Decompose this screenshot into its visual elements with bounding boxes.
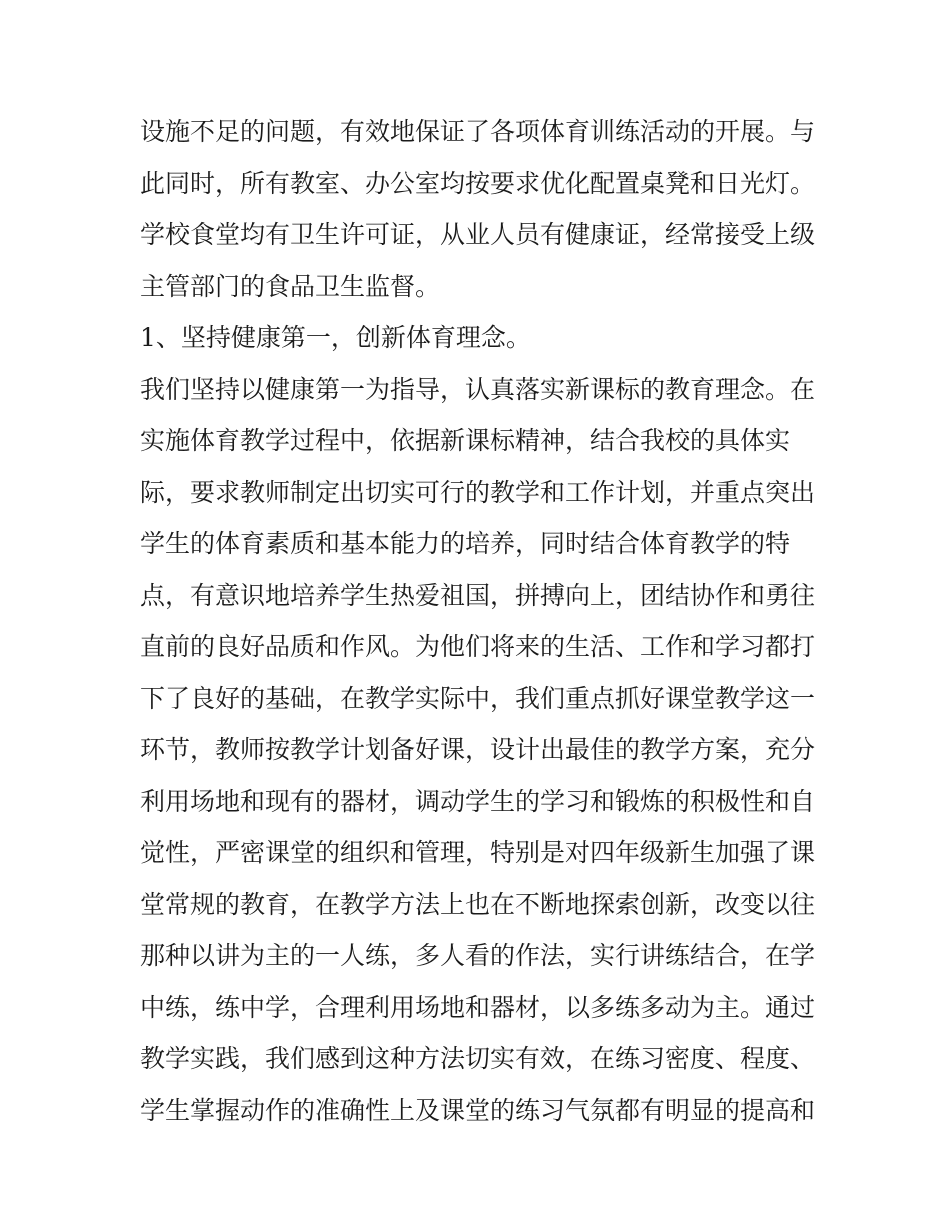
text-line: 教学实践，我们感到这种方法切实有效，在练习密度、程度、	[140, 1044, 816, 1073]
body-text	[140, 106, 820, 1136]
text-line: 点，有意识地培养学生热爱祖国，拼搏向上，团结协作和勇往	[140, 580, 816, 610]
text-line: 利用场地和现有的器材，调动学生的学习和锻炼的积极性和自	[140, 786, 816, 816]
text-line: 那种以讲为主的一人练，多人看的作法，实行讲练结合，在学	[140, 941, 816, 970]
text-line: 环节，教师按教学计划备好课，设计出最佳的教学方案，充分	[140, 735, 816, 764]
text-line: 直前的良好品质和作风。为他们将来的生活、工作和学习都打	[140, 632, 816, 661]
text-line: 下了良好的基础，在教学实际中，我们重点抓好课堂教学这一	[140, 683, 816, 713]
text-line: 我们坚持以健康第一为指导，认真落实新课标的教育理念。在	[140, 374, 816, 404]
text-line: 觉性，严密课堂的组织和管理，特别是对四年级新生加强了课	[140, 838, 816, 867]
text-line: 学生掌握动作的准确性上及课堂的练习气氛都有明显的提高和	[140, 1095, 816, 1125]
section-heading: 1、坚持健康第一，创新体育理念。	[140, 323, 531, 352]
text-line: 际，要求教师制定出切实可行的教学和工作计划，并重点突出	[140, 477, 816, 507]
text-line: 学生的体育素质和基本能力的培养，同时结合体育教学的特	[140, 529, 791, 558]
text-line: 主管部门的食品卫生监督。	[140, 271, 441, 301]
text-line: 学校食堂均有卫生许可证，从业人员有健康证，经常接受上级	[140, 220, 816, 249]
text-line: 此同时，所有教室、办公室均按要求优化配置桌凳和日光灯。	[140, 168, 816, 198]
text-line: 堂常规的教育，在教学方法上也在不断地探索创新，改变以往	[140, 889, 816, 919]
text-line: 设施不足的问题，有效地保证了各项体育训练活动的开展。与	[140, 117, 816, 146]
text-line: 中练，练中学，合理利用场地和器材，以多练多动为主。通过	[140, 992, 816, 1022]
text-line: 实施体育教学过程中，依据新课标精神，结合我校的具体实	[140, 426, 791, 455]
